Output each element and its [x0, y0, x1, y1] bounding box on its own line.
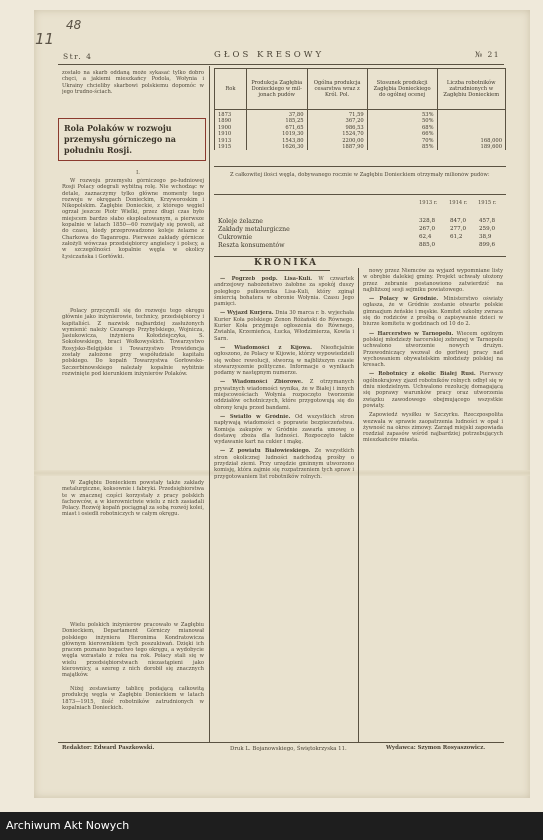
intro-paragraph: zostało na skarb oddaną może sykasać tylko dobro chęci, a jakiemi mieszkańcy Podola, Wołynia i Ukrainy chcieliby skarbowi polskiemu dopomóc w jego trudno-ściach.: [62, 70, 204, 95]
consumption-value: 61,2: [450, 234, 463, 240]
consumption-intro: Z całkowitej ilości węgla, dobywanego rocznie w Zagłębiu Donieckiem otrzymały milionów pudów:: [230, 172, 490, 178]
table-cell: 1887,90: [307, 144, 367, 150]
archive-bar: [0, 812, 543, 840]
table-cell: 2200,00: [307, 138, 367, 144]
kronika-item-heading: — Wiadomości z Kijowa.: [220, 344, 312, 351]
kronika-item-heading: — Wyjazd Kurjera.: [220, 310, 274, 317]
kronika-item-text: Pierwszy ogólnokrajowy zjazd robotników rolnych odbył się w dniu niedzielnym. Uchwalono rezolucję domagającą się poprawy warunków pracy oraz utworzenia związku zawodowego obejmującego wszystkie powiaty.: [363, 371, 503, 409]
table-cell: 1019,30: [246, 131, 307, 137]
consumption-value: 62,4: [419, 234, 432, 240]
handwritten-page-mark: 11: [35, 30, 55, 48]
coal-production-table: [214, 68, 506, 150]
kronika-item-text: Ministerstwo oświaty ogłasza, że w Gródnie zostanie otwarte polskie gimnazjum żeńskie i męskie. Komitet szkolny zwraca się do rodziców z prośbą o zapisywanie dzieci w biurze komitetu w godzinach od 10 do 2.: [363, 296, 503, 328]
table-header-donets: Produkcja Zagłębia Donieckiego w mil-jonach pudów: [246, 69, 307, 110]
kronika-heading: KRONIKA: [253, 258, 319, 268]
consumption-value: 885,0: [419, 242, 436, 248]
consumption-value: 328,8: [419, 218, 436, 224]
kronika-item-heading: — Harcerstwo w Tarnopolu.: [369, 330, 454, 337]
footer-publisher: Wydawca: Szymon Rosyaszowicz.: [386, 745, 486, 751]
kronika-item-heading: — Światło w Gródnie.: [220, 413, 291, 420]
kronika-item: [214, 345, 354, 376]
table-bottom-rule: [214, 166, 506, 167]
kronika-item: [214, 310, 354, 341]
archive-label: Archiwum Akt Nowych: [6, 819, 130, 832]
consumption-value: 259,0: [479, 226, 496, 232]
consumption-label: Koleje żelazne: [218, 218, 263, 225]
article-paragraph-1: W rozwoju przemysłu górniczego po-łudniowej Rosji Polacy odegrali wybitną rolę. Nie wchodząc w detale, zaznaczymy tylko główne momenty tego rozwoju w okręgach Donieckim, Krzyworoskim i Nikopolskim. Zagłębie Donieckie, z którego węgiel ogrzał jeszcze Piotr Wielki, przez długi czas było miejscem bardzo słabo eksploatowanym, a pierwsze kopalnie w latach 1850—60 rozwijały się powoli, aż do czasu, kiedy przeprowadzono koleje żelazne z Charkowa do Taganrogu. Pierwsze zakłady górnicze założyli wówczas przedsiębiorcy angielscy i polscy, a w szczególności kopalnie węgla w okolicy Łysiczańska i Gorłówki.: [62, 178, 204, 260]
table-cell: 1873: [215, 110, 247, 119]
kronika-item-heading: — Pogrzeb podp. Lisa-Kuli.: [220, 276, 313, 282]
kronika-item-text: Od wszystkich stron napływają wiadomości o poprawie bezpieczeństwa. Komisja zakupów w Gródnie zawarła umowę o dostawę zboża dla ludności. Rozpoczęto także wydawanie kart na cukier i mąkę.: [214, 413, 354, 446]
kronika-column-1: [214, 276, 354, 738]
article-paragraph-5: Niżej zestawiamy tablicę podającą całkowitą produkcję węgla w Zagłębiu Donieckiem w latach 1873—1915, ilość robotników zatrudnionych w kopalniach Donieckich.: [62, 686, 204, 711]
table-header-empire: Ogólna produkcja cesarstwa wraz z Król. Pol.: [307, 69, 367, 110]
table-cell: 85%: [367, 144, 437, 150]
table-cell: 986,53: [307, 125, 367, 131]
kronika-item: [214, 448, 354, 479]
kronika-item-text: Nieoficjalnie ogłoszono, że Polacy w Kijowie, którzy wypowiedzieli się wobec rewolucji, stworzą w najbliższym czasie stowarzyszenie polityczne. Informacje o wynikach podamy w następnym numerze.: [214, 344, 354, 377]
table-cell: 367,20: [307, 118, 367, 124]
kronika-item: [363, 412, 503, 443]
kronika-underline: [240, 270, 330, 271]
consumption-value: 38,9: [479, 234, 492, 240]
consumption-label: Cukrownie: [218, 234, 253, 241]
kronika-item-text: W czwartek andrzejowy nabożeństwo żałobne za spokój duszy poległego pułkownika Lisa-Kuli, który zginął śmiercią bohatera w obronie Wołynia. Czasu Jego pamięci.: [214, 276, 354, 308]
kronika-item-heading: — Polacy w Gródnie.: [369, 296, 439, 303]
kronika-item-text: Ze wszystkich stron okolicznej ludności nadchodzą prośby o przydział ziemi. Przy urzędzie gminnym utworzono komisję, która zajmie się rozpatrzeniem tych spraw i przygotowaniem list robotników rolnych.: [214, 448, 354, 480]
kronika-item: [214, 379, 354, 410]
kronika-item: [214, 414, 354, 445]
table-cell: 37,80: [246, 110, 307, 119]
table-cell: 1543,80: [246, 138, 307, 144]
table-cell: 50%: [367, 118, 437, 124]
consumption-value: 847,0: [450, 218, 467, 224]
consumption-bottom-rule: [214, 256, 506, 257]
kronika-item: [214, 276, 354, 307]
table-header-year: Rok: [215, 69, 247, 110]
table-cell: [437, 110, 505, 119]
table-cell: 189,600: [437, 144, 505, 150]
table-cell: 1915: [215, 144, 247, 150]
table-cell: 1900: [215, 125, 247, 131]
consumption-value: 899,6: [479, 242, 496, 248]
footer-rule: [58, 742, 504, 743]
consumption-year-1914: 1914 r.: [449, 200, 468, 206]
consumption-label: Reszta konsumentów: [218, 242, 285, 249]
kronika-item-text: Dnia 30 marca r. b. wyjechała Kurier Koła polskiego Zenon Różański do Równego. Kurier Koła przyjmuje ogłoszenia do Równego, Zwiahla, Krzemieńca, Łucka, Włodzimierza, Kowla i Sarn.: [214, 310, 354, 342]
kronika-item: [363, 331, 503, 369]
kronika-item: [363, 371, 503, 409]
consumption-year-1913: 1913 r.: [419, 200, 438, 206]
kronika-item-heading: — Wiadomości Zbiorowe.: [220, 379, 303, 386]
table-cell: 1913: [215, 138, 247, 144]
table-cell: 185,25: [246, 118, 307, 124]
header-rule: [58, 64, 504, 65]
footer-printer: Druk L. Bojanowskiego, Świętokrzyska 11.: [230, 746, 347, 752]
table-row: [215, 110, 506, 119]
table-cell: 1910: [215, 131, 247, 137]
consumption-value: 457,8: [479, 218, 496, 224]
table-cell: 1524,70: [307, 131, 367, 137]
table-cell: 70%: [367, 138, 437, 144]
article-title-box: [58, 118, 206, 161]
consumption-value: 277,0: [450, 226, 467, 232]
table-cell: 168,000: [437, 138, 505, 144]
article-paragraph-4: Wielu polskich inżynierów pracowało w Zagłębiu Donieckiem, Departament Górniczy mianował polskiego inżyniera Hieronima Kondratowicza głównym kierownikiem tych poszukiwań. Dzięki ich pracom poznano bogactwo tego okręgu, a wydobycie węgla wzrastało z roku na rok. Polacy stali się w wielu przedsiębiorstwach niezastąpieni jako kierownicy, a szereg z nich dorobił się znacznych majątków.: [62, 622, 204, 679]
page-number: Str. 4: [63, 52, 93, 61]
newspaper-title: GŁOS KRESOWY: [214, 50, 325, 60]
kronika-item: [363, 296, 503, 327]
table-cell: 1890: [215, 118, 247, 124]
kronika-item: [363, 268, 503, 293]
table-cell: 1626,30: [246, 144, 307, 150]
table-cell: 53%: [367, 110, 437, 119]
table-row: [215, 144, 506, 150]
kronika-item-text: Wiecem ogólnym polskiej młodzieży harcerskiej zebranej w Tarnopolu uchwalono utworzenie nowych drużyn. Przewodniczący wezwał do gorliwej pracy nad wychowaniem obywatelskim młodzieży polskiej na kresach.: [363, 330, 503, 369]
table-body: [215, 110, 506, 151]
table-header-workers: Liczba robotników zatrudnionych w Zagłębiu Donieckiem: [437, 69, 505, 110]
kronika-item-heading: — Robotnicy z okolic Białej Rusi.: [369, 371, 476, 378]
table-cell: 68%: [367, 125, 437, 131]
kronika-item-text: Z otrzymanych prywatnych wiadomości wynika, że w Białej i innych miejscowościach Wołynia rozpoczęto tworzenie oddziałów ochotniczych, które przygotowują się do obrony kraju przed bandami.: [214, 379, 354, 411]
footer-editor: Redaktor: Edward Paszkowski.: [62, 745, 155, 751]
handwritten-scribble: 48: [66, 18, 82, 32]
kronika-column-2: [363, 268, 503, 738]
consumption-label: Zakłady metalurgiczne: [218, 226, 290, 233]
table-cell: 671,65: [246, 125, 307, 131]
article-title: Rola Polaków w rozwoju przemysłu górniczego na południu Rosji.: [64, 123, 176, 155]
kronika-item-text: Zapowiedź wysiłku w Szczyrku. Rzeczpospolita wezwała w sprawie zaopatrzenia ludności w opał i żywność na okres zimowy. Zarząd miejski zapowiada rozdział zapasów wśród najbardziej potrzebujących mieszkańców miasta.: [363, 412, 503, 444]
consumption-row: [214, 234, 506, 242]
table-cell: 71,59: [307, 110, 367, 119]
consumption-row: [214, 226, 506, 234]
consumption-rows: [214, 218, 506, 250]
kronika-divider: [358, 268, 359, 742]
table-header-ratio: Stosunek produkcji Zagłębia Donieckiego do ogólnej ocenej: [367, 69, 437, 110]
issue-number: № 21: [475, 50, 501, 59]
section-number: I.: [136, 170, 140, 176]
column-divider: [209, 66, 210, 742]
consumption-value: 267,0: [419, 226, 436, 232]
kronika-item-heading: — Z powiatu Białowieskiego.: [220, 448, 311, 455]
kronika-item-text: nowy przez Niemców za wyjazd wypomniane listy w obrębie dalekiej gminy. Projekt uchwały ułożony przez zebranie postanowiono zatwierdzić na najbliższej sesji sejmiku powiatowego.: [363, 268, 503, 293]
consumption-top-rule: [214, 194, 506, 195]
article-paragraph-2: Polacy przyczynili się do rozwoju tego okręgu głównie jako inżynierowie, technicy, przedsiębiorcy i kapitaliści. Z nazwisk najbardziej zasłużonych wymienić należy Cezarego Przybylskiego, Wojnicza, Jasiukowicza, inżyniera Kołodziejczyka, S. Sokołowskiego, braci Wołkowyskich. Towarzystwo Rosyjsko-Belgijskie i Towarzystwo Prowidencja zostały założone przy współudziale kapitału polskiego. Do kopalń Towarzystwa Gorłowsko-Szczerbinowskiego należały kopalnie wybitnie rozwinięte pod kierunkiem inżynierów Polaków.: [62, 308, 204, 377]
table-cell: 66%: [367, 131, 437, 137]
consumption-row: [214, 218, 506, 226]
consumption-table: [214, 196, 506, 250]
consumption-row: [214, 242, 506, 250]
article-paragraph-3: W Zagłębiu Donieckiem powstały także zakłady metalurgiczne, koksownie i fabryki. Przedsiębiorstwa te w znacznej części korzystały z pracy polskich fachowców, a w kierownictwie wielu z nich zasiadali Polacy. Rozwój kopalń pociągnął za sobą rozwój kolei, miast i osiedli robotniczych w całym okręgu.: [62, 480, 204, 518]
consumption-year-1915: 1915 r.: [478, 200, 497, 206]
